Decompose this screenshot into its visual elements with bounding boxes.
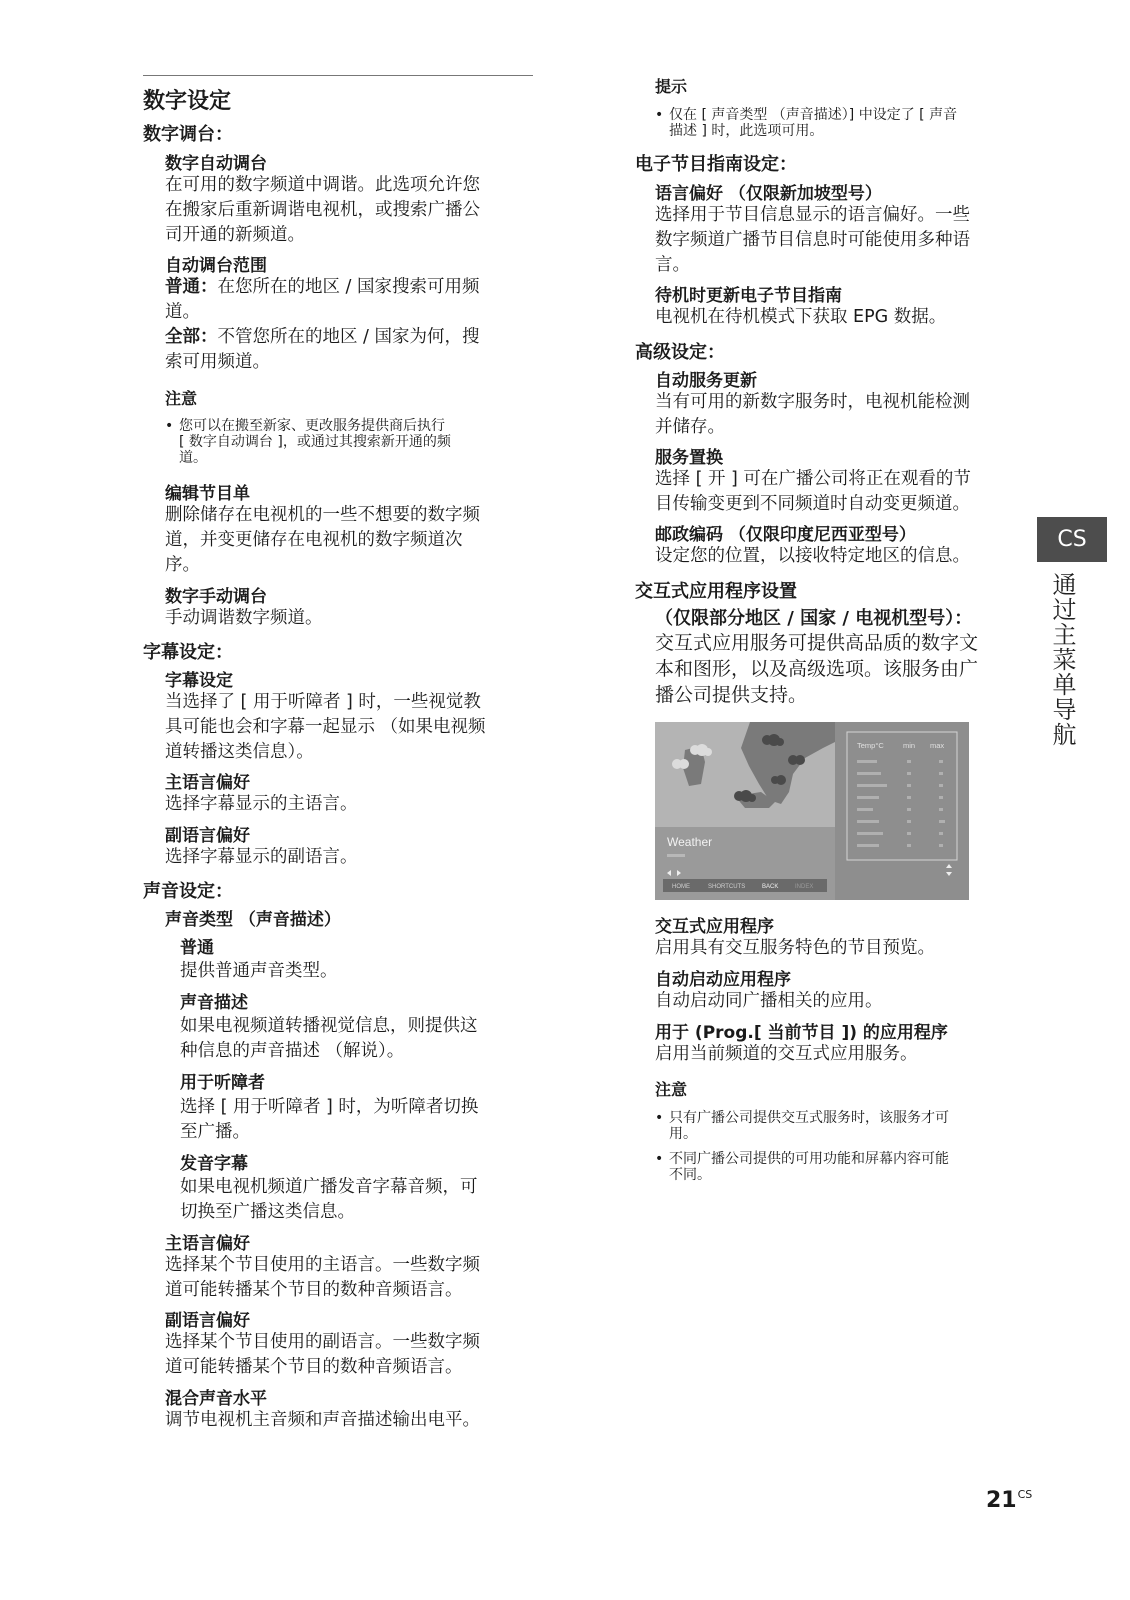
audio-normal-text: 提供普通声音类型。 xyxy=(180,961,338,981)
audio-heading: 声音设定： xyxy=(143,881,233,902)
manual-tuning-label: 数字手动调台 xyxy=(165,587,267,607)
audio-secondary-text: 选择某个节目使用的副语言。一些数字频 道可能转播某个节目的数种音频语言。 xyxy=(165,1332,480,1377)
audio-desc-label: 声音描述 xyxy=(180,993,248,1013)
spoken-subtitle-label: 发音字幕 xyxy=(180,1154,248,1174)
weather-map xyxy=(655,722,969,900)
side-section-title: 通过主菜单导航 xyxy=(1048,572,1076,747)
nav-shortcuts: SHORTCUTS xyxy=(708,884,746,890)
audio-primary-label: 主语言偏好 xyxy=(165,1234,250,1254)
epg-lang-label: 语言偏好 （仅限新加坡型号） xyxy=(655,184,882,204)
hint-heading: 提示 xyxy=(655,77,688,96)
audio-type-label: 声音类型 （声音描述） xyxy=(165,910,341,930)
service-replace-text: 选择 [ 开 ] 可在广播公司将正在观看的节 目传输变更到不同频道时自动变更频道。 xyxy=(655,469,971,514)
weather-screen-illustration xyxy=(655,722,969,900)
autostart-label: 自动启动应用程序 xyxy=(655,970,791,990)
auto-tuning-label: 数字自动调台 xyxy=(165,154,267,174)
edit-list-label: 编辑节目单 xyxy=(165,484,250,504)
subtitle-label: 字幕设定 xyxy=(165,671,233,691)
prog-app-label: 用于 (Prog.[ 当前节目 ]) 的应用程序 xyxy=(655,1023,948,1043)
note-text: • 您可以在搬至新家、更改服务提供商后执行 [ 数字自动调台 ]，或通过其搜索新开通的频 道。 xyxy=(165,418,451,466)
prog-app-text: 启用当前频道的交互式应用服务。 xyxy=(655,1044,918,1064)
subtitle-heading: 字幕设定： xyxy=(143,642,233,663)
epg-standby-label: 待机时更新电子节目指南 xyxy=(655,286,842,306)
postal-code-text: 设定您的位置，以接收特定地区的信息。 xyxy=(655,546,970,566)
max-header: max xyxy=(930,741,945,750)
interactive-note-text: • 只有广播公司提供交互式服务时，该服务才可 用。 • 不同广播公司提供的可用功能和屏幕内容可能 不同。 xyxy=(655,1110,949,1183)
mix-level-text: 调节电视机主音频和声音描述输出电平。 xyxy=(165,1410,480,1430)
interactive-heading: 交互式应用程序设置 xyxy=(635,581,797,602)
audio-secondary-label: 副语言偏好 xyxy=(165,1311,250,1331)
subtitle-primary-label: 主语言偏好 xyxy=(165,773,250,793)
auto-tuning-text: 在可用的数字频道中调谐。此选项允许您 在搬家后重新调谐电视机，或搜索广播公 司开通的新频道。 xyxy=(165,175,480,245)
temp-header: Temp°C xyxy=(857,741,884,750)
manual-tuning-text: 手动调谐数字频道。 xyxy=(165,608,323,628)
nav-index: INDEX xyxy=(795,884,814,890)
epg-standby-text: 电视机在待机模式下获取 EPG 数据。 xyxy=(655,307,947,327)
hearing-text: 选择 [ 用于听障者 ] 时，为听障者切换 至广播。 xyxy=(180,1097,479,1142)
audio-primary-text: 选择某个节目使用的主语言。一些数字频 道可能转播某个节目的数种音频语言。 xyxy=(165,1255,480,1300)
subtitle-secondary-label: 副语言偏好 xyxy=(165,826,250,846)
title-rule xyxy=(143,75,533,76)
mix-level-label: 混合声音水平 xyxy=(165,1389,267,1409)
autostart-text: 自动启动同广播相关的应用。 xyxy=(655,991,883,1011)
epg-lang-text: 选择用于节目信息显示的语言偏好。一些 数字频道广播节目信息时可能使用多种语 言。 xyxy=(655,205,970,275)
min-header: min xyxy=(903,741,916,750)
interactive-subheading: （仅限部分地区 / 国家 / 电视机型号）： xyxy=(655,608,973,629)
weather-sub-placeholder xyxy=(667,854,685,857)
hint-text: • 仅在 [ 声音类型 （声音描述）] 中设定了 [ 声音 描述 ] 时，此选项可用。 xyxy=(655,107,958,139)
edit-list-text: 删除储存在电视机的一些不想要的数字频 道，并变更储存在电视机的数字频道次 序。 xyxy=(165,505,480,575)
auto-range-text: 普通：在您所在的地区 / 国家搜索可用频 道。 全部：不管您所在的地区 / 国家为何，搜 索可用频道。 xyxy=(165,277,480,372)
auto-update-text: 当有可用的新数字服务时，电视机能检测 并储存。 xyxy=(655,392,970,437)
auto-range-label: 自动调台范围 xyxy=(165,256,267,276)
subtitle-primary-text: 选择字幕显示的主语言。 xyxy=(165,794,358,814)
digital-tuning-heading: 数字调台： xyxy=(143,124,233,145)
interactive-note-heading: 注意 xyxy=(655,1080,688,1099)
service-replace-label: 服务置换 xyxy=(655,448,723,468)
nav-back: BACK xyxy=(762,884,779,890)
audio-normal-label: 普通 xyxy=(180,938,214,958)
subtitle-text: 当选择了 [ 用于听障者 ] 时，一些视觉教 具可能也会和字幕一起显示 （如果电视频 道转播这类信息）。 xyxy=(165,692,486,762)
hearing-label: 用于听障者 xyxy=(180,1073,265,1093)
language-tab: CS xyxy=(1037,517,1107,562)
subtitle-secondary-text: 选择字幕显示的副语言。 xyxy=(165,847,358,867)
audio-desc-text: 如果电视频道转播视觉信息，则提供这 种信息的声音描述 （解说）。 xyxy=(180,1016,478,1061)
interactive-app-label: 交互式应用程序 xyxy=(655,917,774,937)
epg-heading: 电子节目指南设定： xyxy=(635,154,797,175)
auto-update-label: 自动服务更新 xyxy=(655,371,757,391)
advanced-heading: 高级设定： xyxy=(635,342,725,363)
note-heading: 注意 xyxy=(165,389,198,408)
interactive-text: 交互式应用服务可提供高品质的数字文 本和图形，以及高级选项。该服务由广 播公司提供支持。 xyxy=(655,632,979,706)
interactive-app-text: 启用具有交互服务特色的节目预览。 xyxy=(655,938,935,958)
weather-label: Weather xyxy=(667,835,713,849)
page-number: $21^{CS}$ xyxy=(986,1488,1033,1513)
postal-code-label: 邮政编码 （仅限印度尼西亚型号） xyxy=(655,525,916,545)
page-title: 数字设定 xyxy=(143,89,232,114)
spoken-subtitle-text: 如果电视机频道广播发音字幕音频，可 切换至广播这类信息。 xyxy=(180,1177,478,1222)
nav-home: HOME xyxy=(672,884,690,890)
